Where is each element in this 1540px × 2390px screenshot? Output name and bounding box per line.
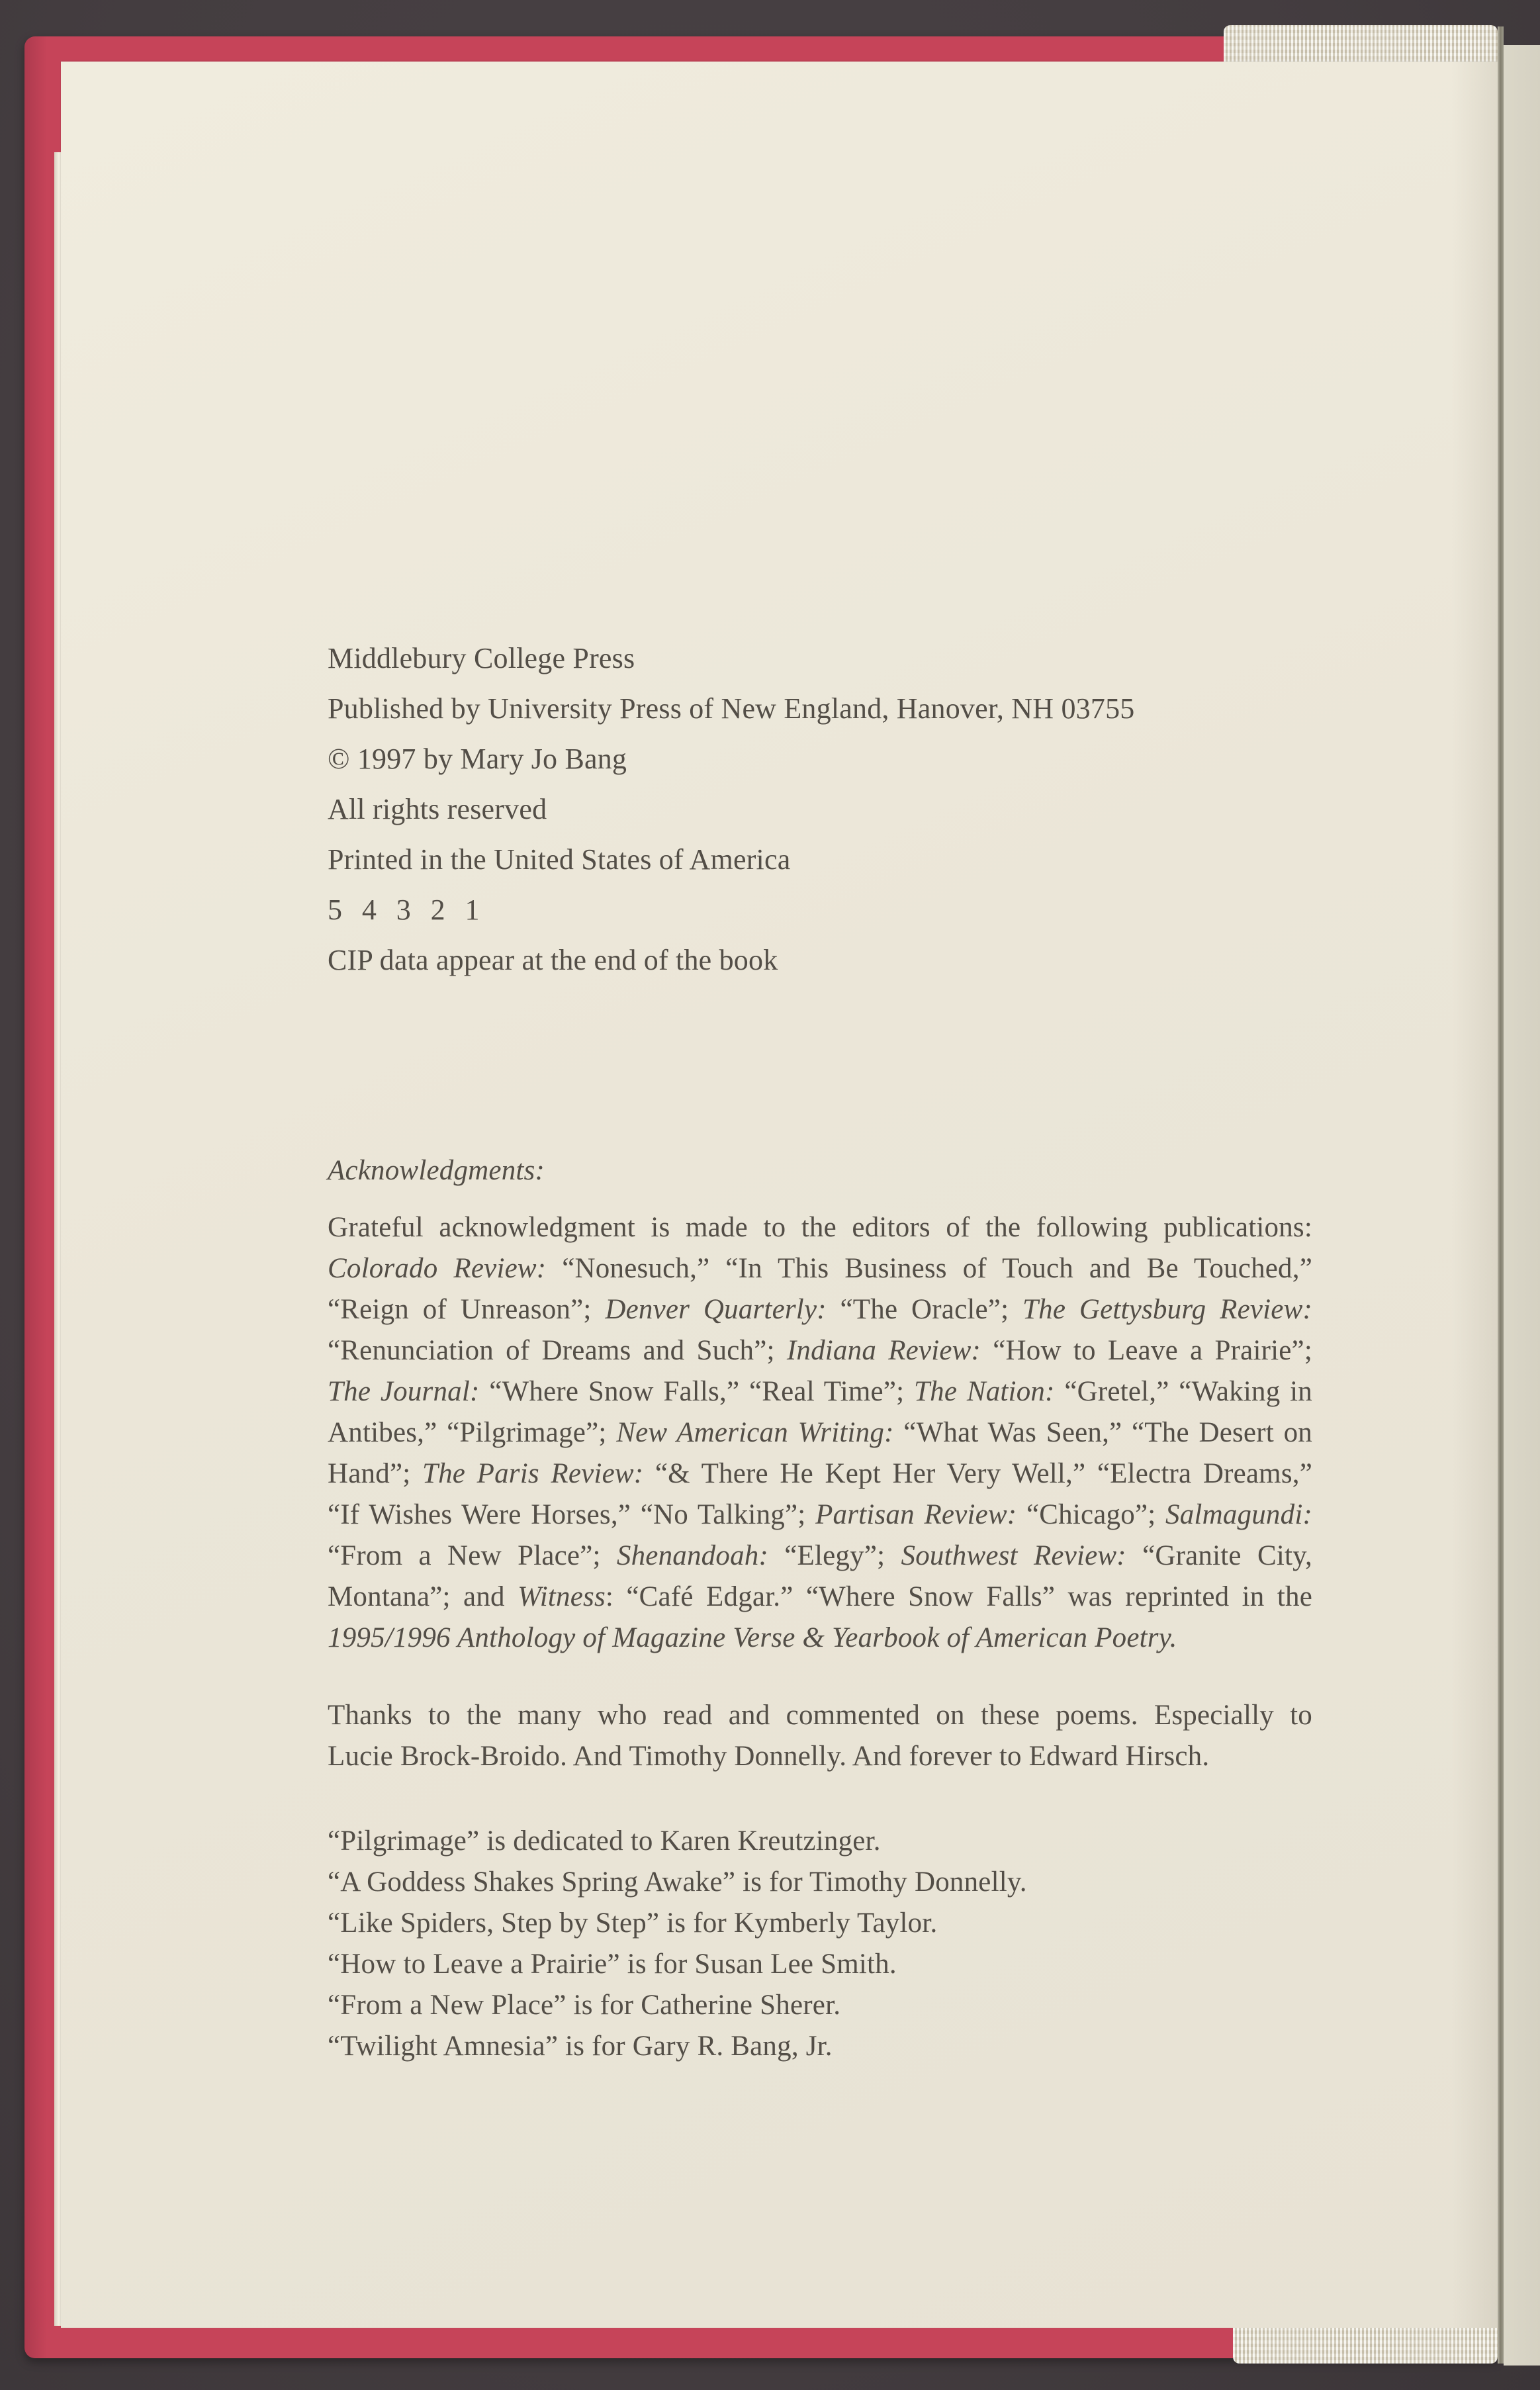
- thanks-paragraph: [328, 1695, 1312, 1777]
- text-line: “If Wishes Were Horses,” “No Talking”; Partisan Review: “Chicago”; Salmagundi:: [328, 1499, 1312, 1530]
- page-edge-sliver: [54, 152, 61, 2326]
- text-line: 1995/1996 Anthology of Magazine Verse & Yearbook of American Poetry.: [328, 1622, 1177, 1653]
- text-line: Antibes,” “Pilgrimage”; New American Writing: “What Was Seen,” “The Desert on: [328, 1417, 1312, 1448]
- publisher-block: [328, 633, 1320, 986]
- text-line: Hand”; The Paris Review: “& There He Kept Her Very Well,” “Electra Dreams,”: [328, 1458, 1312, 1489]
- text-line: Middlebury College Press: [328, 642, 635, 674]
- text-line: Lucie Brock-Broido. And Timothy Donnelly. And forever to Edward Hirsch.: [328, 1741, 1210, 1772]
- text-line: Grateful acknowledgment is made to the editors of the following publications:: [328, 1212, 1312, 1243]
- text-line: “How to Leave a Prairie” is for Susan Lee Smith.: [328, 1949, 897, 1980]
- text-line: “Pilgrimage” is dedicated to Karen Kreutzinger.: [328, 1825, 881, 1857]
- text-line: “Reign of Unreason”; Denver Quarterly: “The Oracle”; The Gettysburg Review:: [328, 1294, 1312, 1325]
- acknowledgments-heading: Acknowledgments:: [328, 1155, 545, 1186]
- text-line: 5 4 3 2 1: [328, 894, 480, 926]
- text-line: Colorado Review: “Nonesuch,” “In This Business of Touch and Be Touched,”: [328, 1253, 1312, 1284]
- facing-page-edge: [1504, 45, 1540, 2366]
- spine-cloth-top: [1224, 25, 1498, 63]
- gutter-shadow: [1498, 26, 1504, 2364]
- dedications-list: [328, 1821, 1334, 2067]
- text-line: “From a New Place” is for Catherine Sherer.: [328, 1990, 841, 2021]
- text-line: Thanks to the many who read and commented on these poems. Especially to: [328, 1700, 1312, 1731]
- text-line: Printed in the United States of America: [328, 843, 791, 876]
- text-line: “A Goddess Shakes Spring Awake” is for Timothy Donnelly.: [328, 1866, 1027, 1898]
- text-line: Published by University Press of New England, Hanover, NH 03755: [328, 692, 1135, 725]
- text-line: “Renunciation of Dreams and Such”; Indiana Review: “How to Leave a Prairie”;: [328, 1335, 1312, 1366]
- text-line: CIP data appear at the end of the book: [328, 944, 778, 976]
- book-page: [61, 62, 1498, 2328]
- text-line: The Journal: “Where Snow Falls,” “Real Time”; The Nation: “Gretel,” “Waking in: [328, 1376, 1313, 1407]
- text-line: Montana”; and Witness: “Café Edgar.” “Where Snow Falls” was reprinted in the: [328, 1581, 1312, 1612]
- text-line: All rights reserved: [328, 793, 547, 825]
- text-line: © 1997 by Mary Jo Bang: [328, 743, 627, 775]
- text-line: “From a New Place”; Shenandoah: “Elegy”; Southwest Review: “Granite City,: [328, 1540, 1312, 1571]
- text-line: “Twilight Amnesia” is for Gary R. Bang, Jr.: [328, 2031, 833, 2062]
- text-line: “Like Spiders, Step by Step” is for Kymberly Taylor.: [328, 1907, 938, 1939]
- spine-cloth-bottom: [1233, 2326, 1498, 2364]
- acknowledgments-paragraph: [328, 1207, 1312, 1659]
